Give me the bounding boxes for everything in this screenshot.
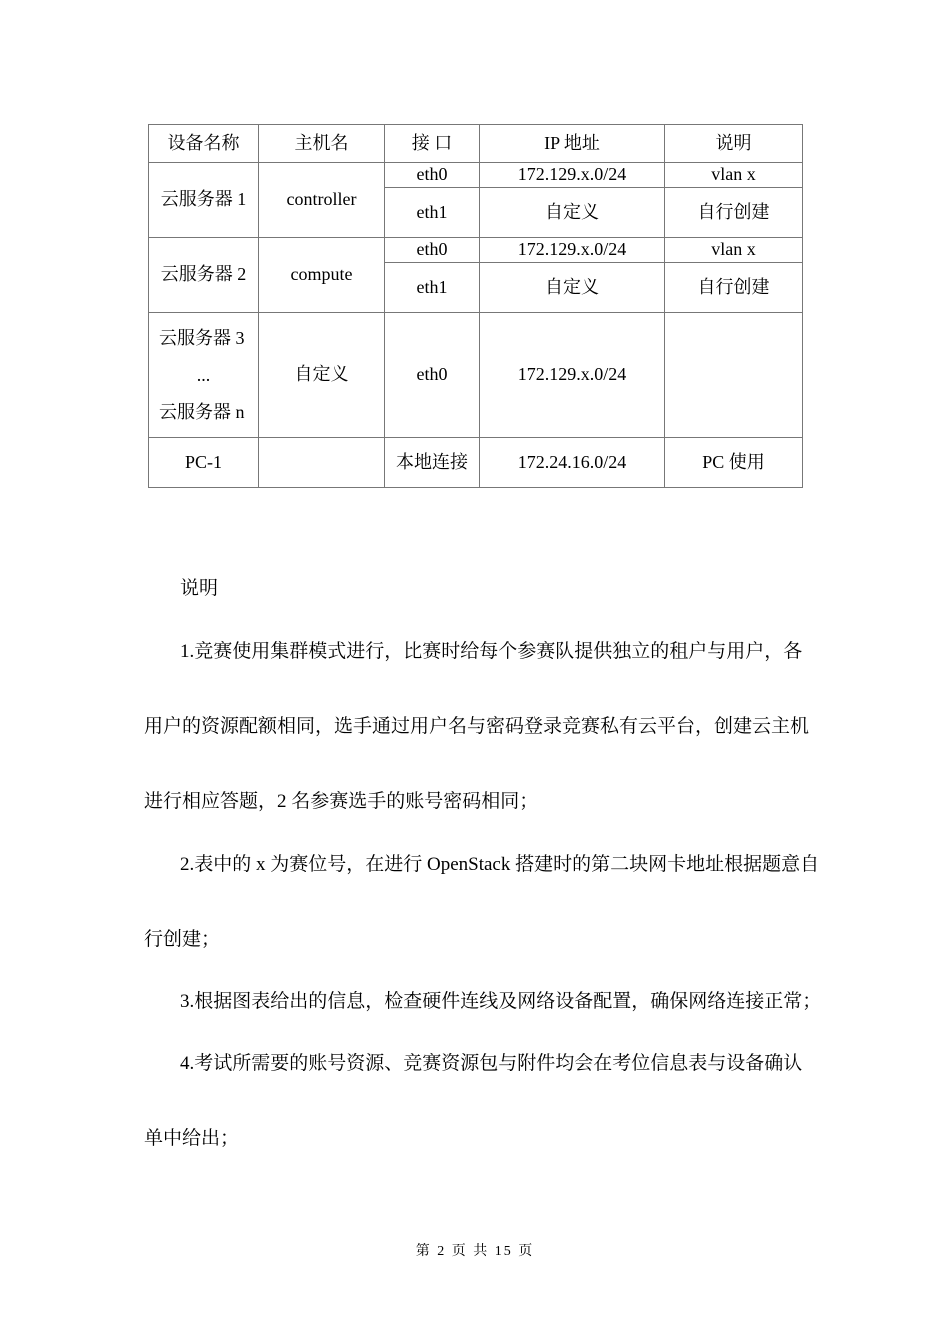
cell-ip: 172.24.16.0/24 [480,438,665,488]
cell-host: controller [259,163,385,238]
note-line: 行创建； [144,929,221,950]
note-line: 4.考试所需要的账号资源、竞赛资源包与附件均会在考位信息表与设备确认 [180,1053,803,1074]
note-line: 单中给出； [144,1128,240,1149]
table-header-row [149,125,803,163]
cell-note: PC 使用 [665,438,803,488]
notes-heading: 说明 [180,578,219,599]
note-line: 用户的资源配额相同，选手通过用户名与密码登录竞赛私有云平台，创建云主机 [144,716,810,737]
cell-host: 自定义 [259,313,385,438]
cell-iface: eth1 [385,188,480,238]
device-line: ... [196,364,211,385]
header-ip: IP 地址 [480,125,665,163]
cell-ip: 172.129.x.0/24 [480,163,665,188]
cell-device: PC-1 [149,438,259,488]
cell-iface: eth1 [385,263,480,313]
network-table [148,124,803,488]
cell-iface: eth0 [385,163,480,188]
cell-device: 云服务器 1 [149,163,259,238]
cell-iface: eth0 [385,238,480,263]
device-line: 云服务器 3 [159,327,245,348]
cell-ip: 172.129.x.0/24 [480,238,665,263]
cell-ip: 172.129.x.0/24 [480,313,665,438]
table-row [149,313,803,438]
header-device: 设备名称 [149,125,259,163]
cell-device: 云服务器 2 [149,238,259,313]
note-line: 3.根据图表给出的信息，检查硬件连线及网络设备配置，确保网络连接正常； [180,991,822,1012]
table-row [149,163,803,188]
cell-note: vlan x [665,163,803,188]
table-row [149,438,803,488]
note-line: 2.表中的 x 为赛位号，在进行 OpenStack 搭建时的第二块网卡地址根据题意自 [180,854,820,875]
header-iface: 接 口 [385,125,480,163]
cell-ip: 自定义 [480,188,665,238]
cell-iface: eth0 [385,313,480,438]
cell-device-multi [149,313,259,438]
cell-host [259,438,385,488]
table-row [149,238,803,263]
cell-note: vlan x [665,238,803,263]
header-note: 说明 [665,125,803,163]
note-line: 进行相应答题，2 名参赛选手的账号密码相同； [144,791,539,812]
header-host: 主机名 [259,125,385,163]
device-line: 云服务器 n [159,401,245,422]
note-line: 1.竞赛使用集群模式进行，比赛时给每个参赛队提供独立的租户与用户，各 [180,641,803,662]
cell-host: compute [259,238,385,313]
cell-iface: 本地连接 [385,438,480,488]
page-footer: 第 2 页 共 15 页 [415,1244,535,1259]
cell-note [665,313,803,438]
cell-note: 自行创建 [665,263,803,313]
cell-note: 自行创建 [665,188,803,238]
cell-ip: 自定义 [480,263,665,313]
